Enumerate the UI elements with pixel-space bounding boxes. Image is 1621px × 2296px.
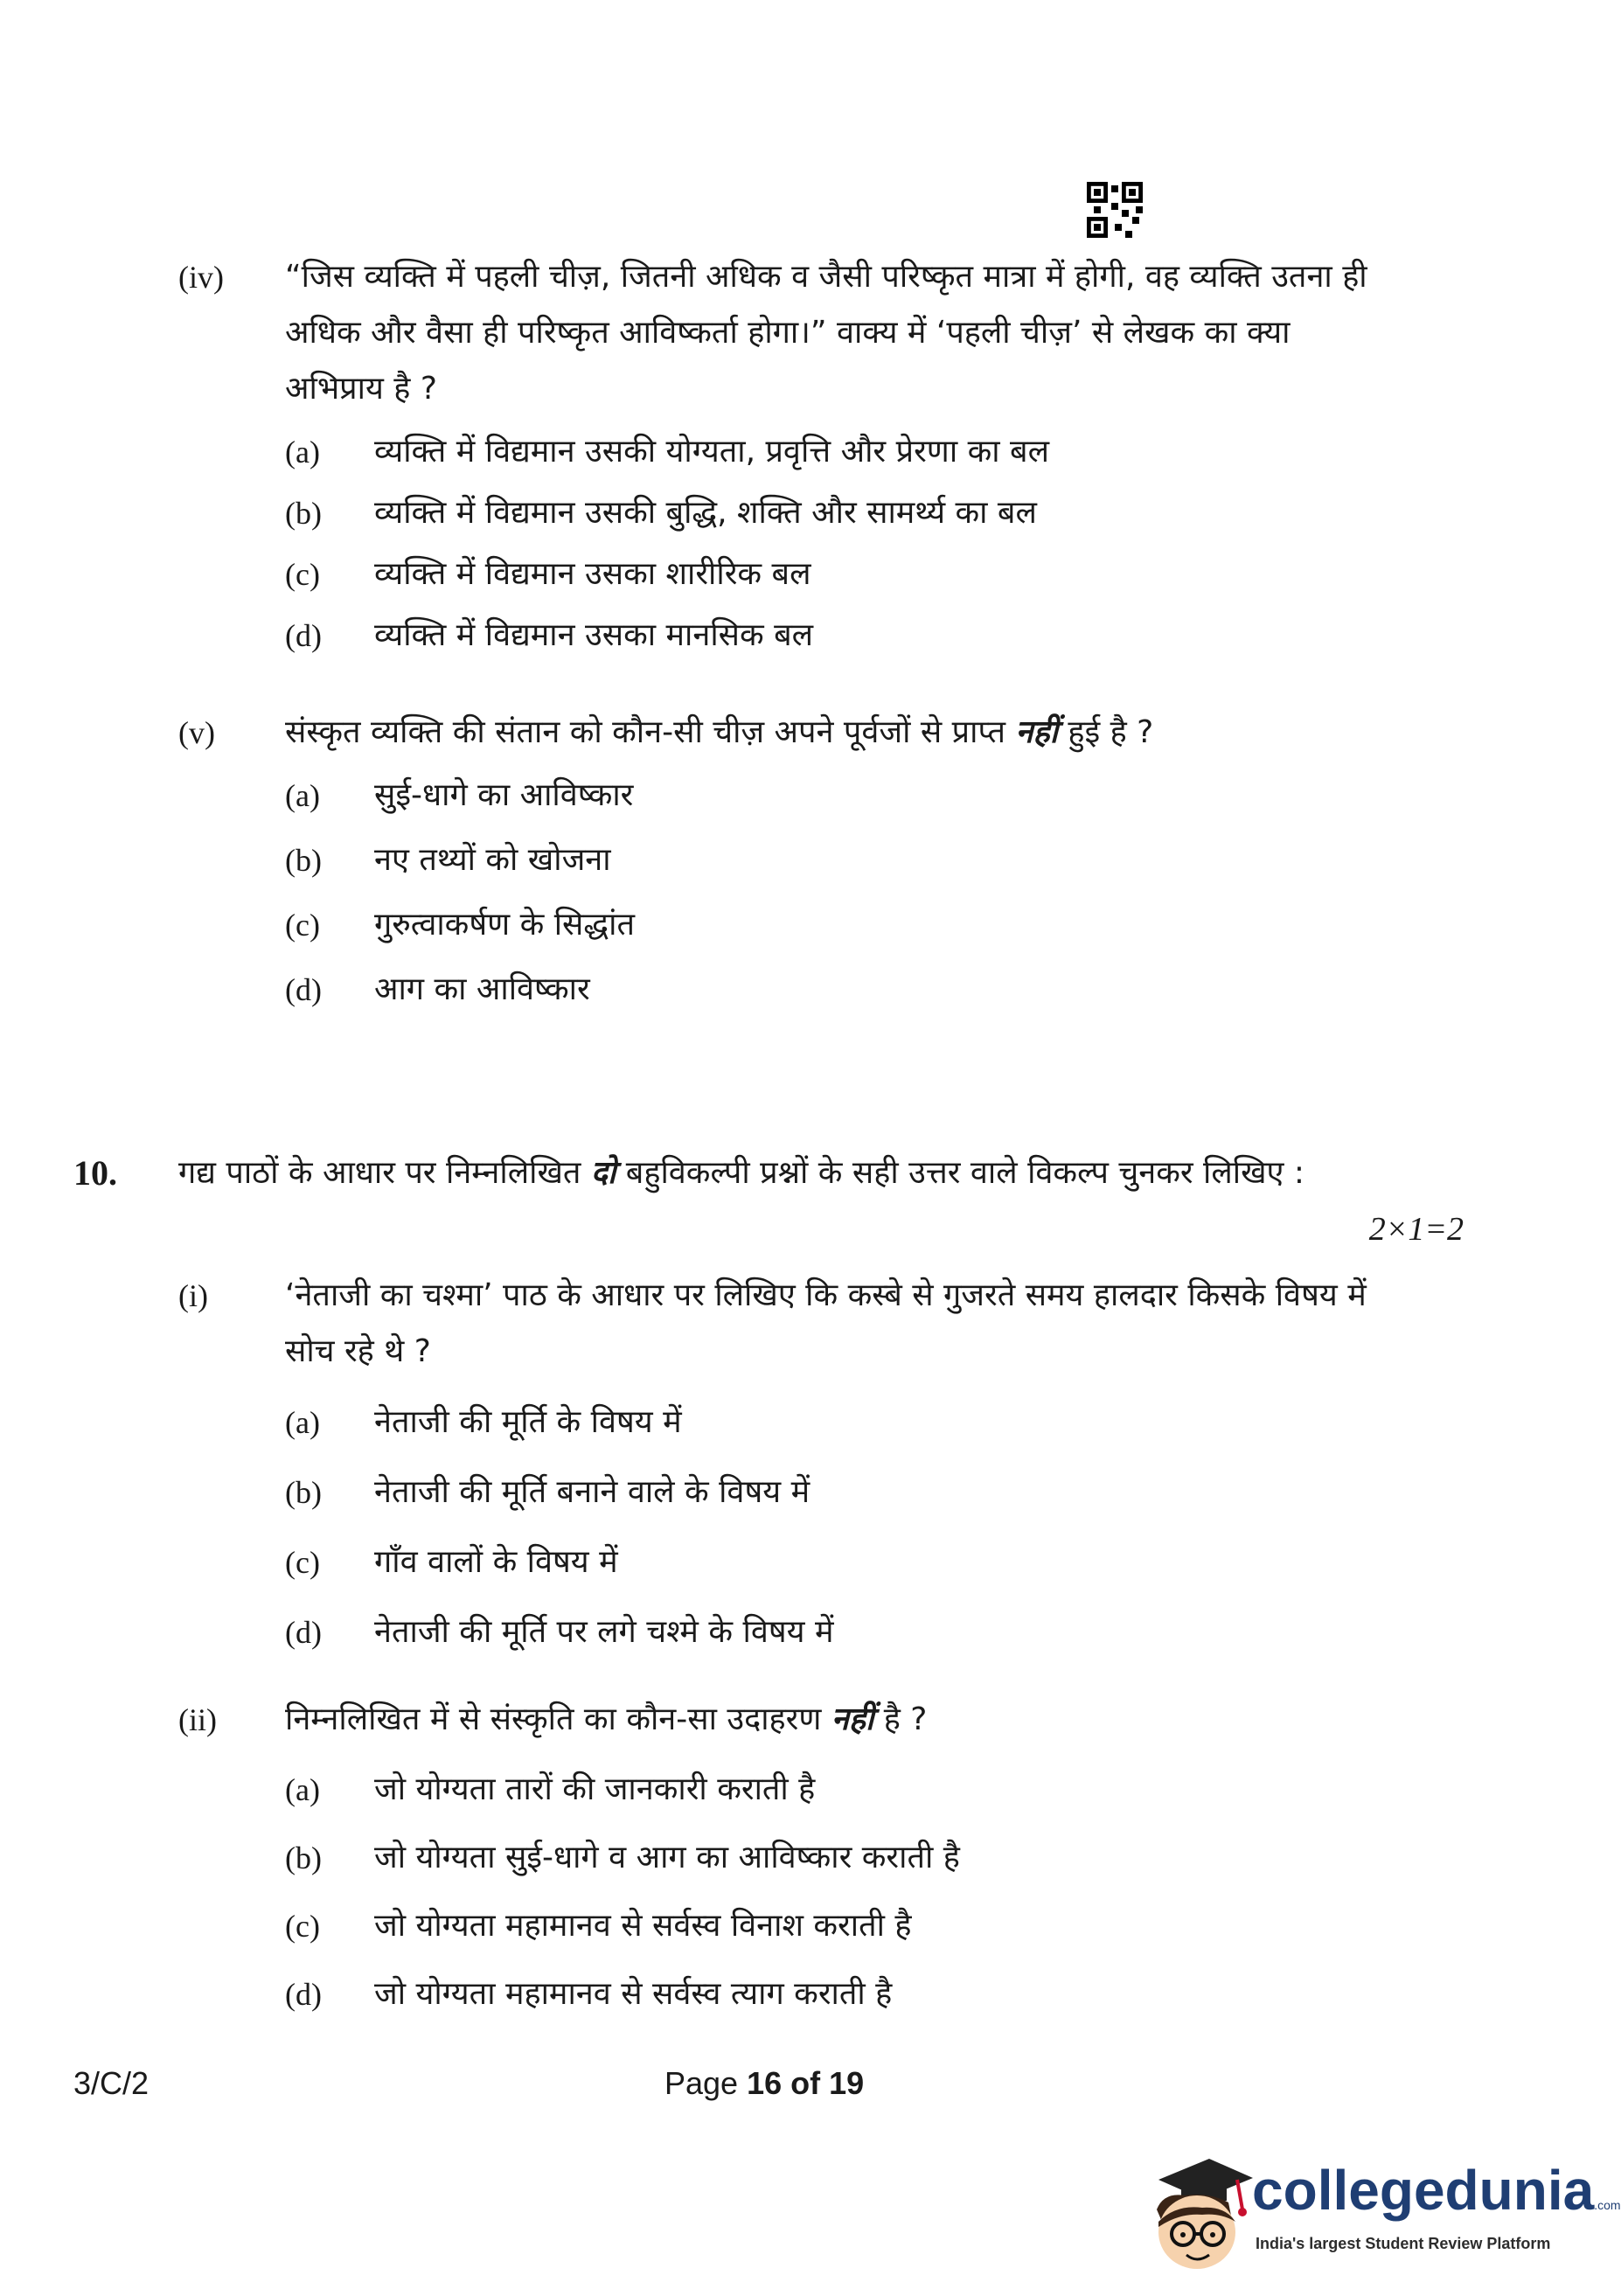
q10-instruction-post: बहुविकल्पी प्रश्नों के सही उत्तर वाले विकल्प चुनकर लिखिए : (625, 1155, 1305, 1191)
q10-ii-question-pre: निम्नलिखित में से संस्कृति का कौन-सा उदाहरण (285, 1701, 822, 1737)
q9-iv-option-c: व्यक्ति में विद्यमान उसका शारीरिक बल (374, 556, 811, 592)
q9-v-option-d-label: (d) (285, 972, 322, 1007)
q10-instruction-pre: गद्य पाठों के आधार पर निम्नलिखित (178, 1155, 581, 1191)
q9-iv-option-b-label: (b) (285, 496, 322, 531)
q9-v-option-a-label: (a) (285, 778, 320, 813)
q10-number: 10. (73, 1153, 117, 1193)
q9-iv-option-a-label: (a) (285, 435, 320, 470)
q10-ii-question (285, 1692, 1395, 1748)
q10-ii-option-d-label: (d) (285, 1977, 322, 2012)
q10-i-option-c: गाँव वालों के विषय में (374, 1544, 618, 1580)
brand-name-text: collegedunia (1252, 2159, 1595, 2222)
q9-iv-option-b: व्यक्ति में विद्यमान उसकी बुद्धि, शक्ति और सामर्थ्य का बल (374, 495, 1037, 531)
q10-ii-label: (ii) (178, 1702, 217, 1737)
q10-i-option-a-label: (a) (285, 1405, 320, 1440)
q9-iv-option-a: व्यक्ति में विद्यमान उसकी योग्यता, प्रवृत्ति और प्रेरणा का बल (374, 434, 1049, 470)
q9-iv-option-d-label: (d) (285, 618, 322, 653)
student-mascot-icon (1141, 2146, 1255, 2278)
q9-v-label: (v) (178, 715, 215, 750)
q9-v-option-a: सुई-धागे का आविष्कार (374, 777, 634, 813)
q9-iv-option-d: व्यक्ति में विद्यमान उसका मानसिक बल (374, 617, 814, 653)
q10-instruction-emphasis: दो (590, 1155, 616, 1191)
q9-iv-label: (iv) (178, 260, 224, 295)
qr-code (1087, 182, 1143, 238)
page-current: 16 (747, 2065, 783, 2101)
q10-marks: 2×1=2 (1368, 1211, 1464, 1248)
q9-v-option-d: आग का आविष्कार (374, 971, 590, 1007)
q10-i-label: (i) (178, 1278, 208, 1313)
brand-name (1252, 2158, 1621, 2223)
q9-iv-option-c-label: (c) (285, 557, 320, 592)
q10-i-question: ‘नेताजी का चश्मा’ पाठ के आधार पर लिखिए कि कस्बे से गुजरते समय हालदार किसके विषय में सोच रहे थे ? (285, 1277, 1367, 1369)
q9-iv-question: “जिस व्यक्ति में पहली चीज़, जितनी अधिक व जैसी परिष्कृत मात्रा में होगी, वह व्यक्ति उतना ही अधिक और वैसा ही परिष्कृत आविष्कर्ता होगा।” वाक्य में ‘पहली चीज़’ से लेखक का क्या अभिप्राय है ? (285, 259, 1367, 407)
q10-i-option-c-label: (c) (285, 1545, 320, 1580)
q10-ii-option-b-label: (b) (285, 1840, 322, 1875)
brand-tld: .com (1594, 2198, 1621, 2212)
q9-v-question-post: हुई है ? (1068, 714, 1154, 750)
q10-i-option-d: नेताजी की मूर्ति पर लगे चश्मे के विषय में (374, 1614, 834, 1650)
q9-v-option-b: नए तथ्यों को खोजना (374, 842, 611, 878)
q10-i-option-b: नेताजी की मूर्ति बनाने वाले के विषय में (374, 1474, 810, 1510)
q9-v-question-pre: संस्कृत व्यक्ति की संतान को कौन-सी चीज़ अपने पूर्वजों से प्राप्त (285, 714, 1006, 750)
q10-i-option-b-label: (b) (285, 1475, 322, 1510)
q9-v-question (285, 705, 1395, 761)
page-of: of (790, 2065, 821, 2101)
q9-v-option-b-label: (b) (285, 843, 322, 878)
q10-ii-option-a-label: (a) (285, 1772, 320, 1807)
q10-ii-option-b: जो योग्यता सुई-धागे व आग का आविष्कार कराती है (374, 1840, 960, 1875)
q10-ii-question-emphasis: नहीं (831, 1701, 874, 1737)
brand-tagline: India's largest Student Review Platform (1256, 2235, 1551, 2252)
q10-ii-option-c: जो योग्यता महामानव से सर्वस्व विनाश कराती है (374, 1908, 912, 1944)
q9-v-option-c: गुरुत्वाकर्षण के सिद्धांत (374, 907, 635, 943)
q10-ii-option-c-label: (c) (285, 1909, 320, 1944)
page-word: Page (664, 2065, 739, 2101)
q9-v-question-emphasis: नहीं (1015, 714, 1058, 750)
page-number (664, 2065, 864, 2102)
q10-i-option-a: नेताजी की मूर्ति के विषय में (374, 1404, 682, 1440)
q10-ii-option-a: जो योग्यता तारों की जानकारी कराती है (374, 1771, 816, 1807)
q10-ii-option-d: जो योग्यता महामानव से सर्वस्व त्याग कराती है (374, 1976, 893, 2012)
q10-i-option-d-label: (d) (285, 1615, 322, 1650)
q10-ii-question-post: है ? (883, 1701, 928, 1737)
q10-instruction (178, 1145, 1394, 1201)
page-total: 19 (829, 2065, 865, 2101)
paper-code: 3/C/2 (73, 2065, 150, 2101)
q9-v-option-c-label: (c) (285, 908, 320, 943)
